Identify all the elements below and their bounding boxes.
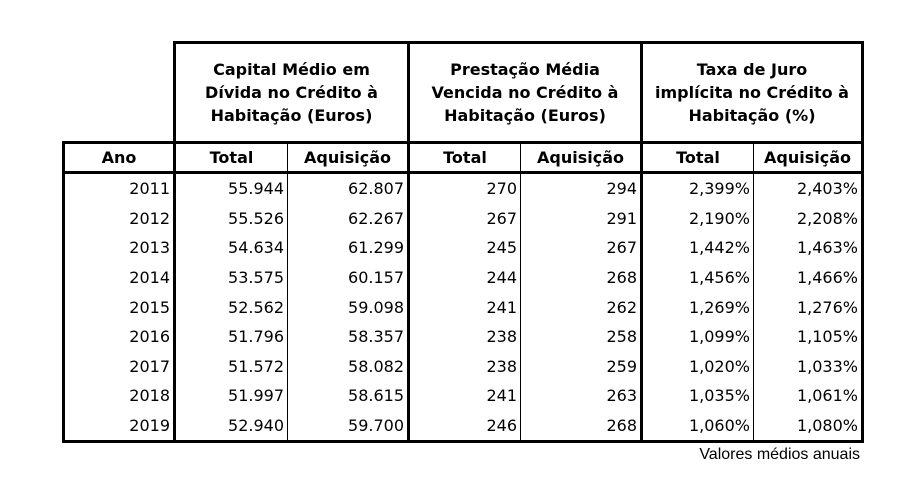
table-row — [64, 173, 863, 204]
value-cell: 2,399% — [642, 173, 754, 204]
value-cell: 60.157 — [288, 263, 409, 293]
value-cell: 267 — [409, 204, 521, 234]
value-cell: 52.940 — [175, 411, 288, 442]
value-cell: 270 — [409, 173, 521, 204]
sub-header-prestacao-total: Total — [409, 143, 521, 173]
table-row — [64, 411, 863, 442]
year-cell: 2014 — [64, 263, 175, 293]
sub-header-row — [64, 143, 863, 173]
value-cell: 61.299 — [288, 233, 409, 263]
group-header-capital — [175, 43, 409, 143]
value-cell: 1,456% — [642, 263, 754, 293]
year-cell: 2013 — [64, 233, 175, 263]
value-cell: 53.575 — [175, 263, 288, 293]
sub-header-capital-total: Total — [175, 143, 288, 173]
value-cell: 1,105% — [754, 322, 863, 352]
value-cell: 62.807 — [288, 173, 409, 204]
value-cell: 52.562 — [175, 292, 288, 322]
group-header-line: Prestação Média — [450, 60, 600, 79]
year-cell: 2015 — [64, 292, 175, 322]
group-header-line: Taxa de Juro — [696, 60, 808, 79]
value-cell: 1,060% — [642, 411, 754, 442]
value-cell: 246 — [409, 411, 521, 442]
value-cell: 51.997 — [175, 381, 288, 411]
table-row — [64, 292, 863, 322]
value-cell: 263 — [521, 381, 642, 411]
value-cell: 1,463% — [754, 233, 863, 263]
table-row — [64, 204, 863, 234]
table-row — [64, 381, 863, 411]
value-cell: 2,190% — [642, 204, 754, 234]
sub-header-taxa-total: Total — [642, 143, 754, 173]
value-cell: 1,035% — [642, 381, 754, 411]
table-row — [64, 263, 863, 293]
footnote: Valores médios anuais — [699, 446, 860, 463]
year-cell: 2016 — [64, 322, 175, 352]
value-cell: 51.796 — [175, 322, 288, 352]
group-header-line: Habitação (Euros) — [444, 106, 606, 125]
value-cell: 1,061% — [754, 381, 863, 411]
group-header-line: Dívida no Crédito à — [205, 83, 378, 102]
table-row — [64, 233, 863, 263]
value-cell: 262 — [521, 292, 642, 322]
value-cell: 58.357 — [288, 322, 409, 352]
value-cell: 294 — [521, 173, 642, 204]
value-cell: 58.082 — [288, 352, 409, 382]
value-cell: 1,020% — [642, 352, 754, 382]
value-cell: 268 — [521, 411, 642, 442]
table-row — [64, 352, 863, 382]
data-table — [62, 41, 864, 443]
value-cell: 238 — [409, 322, 521, 352]
value-cell: 245 — [409, 233, 521, 263]
value-cell: 241 — [409, 381, 521, 411]
value-cell: 241 — [409, 292, 521, 322]
year-cell: 2019 — [64, 411, 175, 442]
group-header-row — [64, 43, 863, 143]
value-cell: 58.615 — [288, 381, 409, 411]
value-cell: 2,208% — [754, 204, 863, 234]
group-header-line: Capital Médio em — [213, 60, 370, 79]
year-header: Ano — [64, 143, 175, 173]
value-cell: 268 — [521, 263, 642, 293]
value-cell: 62.267 — [288, 204, 409, 234]
value-cell: 1,466% — [754, 263, 863, 293]
value-cell: 1,269% — [642, 292, 754, 322]
value-cell: 1,276% — [754, 292, 863, 322]
value-cell: 244 — [409, 263, 521, 293]
group-header-prestacao — [409, 43, 642, 143]
year-cell: 2018 — [64, 381, 175, 411]
group-header-line: Vencida no Crédito à — [431, 83, 619, 102]
value-cell: 267 — [521, 233, 642, 263]
value-cell: 54.634 — [175, 233, 288, 263]
value-cell: 59.098 — [288, 292, 409, 322]
value-cell: 259 — [521, 352, 642, 382]
value-cell: 1,033% — [754, 352, 863, 382]
year-cell: 2017 — [64, 352, 175, 382]
table-body — [64, 173, 863, 442]
group-header-line: Habitação (%) — [688, 106, 816, 125]
value-cell: 1,442% — [642, 233, 754, 263]
sub-header-capital-aquisicao: Aquisição — [288, 143, 409, 173]
value-cell: 1,080% — [754, 411, 863, 442]
value-cell: 238 — [409, 352, 521, 382]
sub-header-prestacao-aquisicao: Aquisição — [521, 143, 642, 173]
value-cell: 59.700 — [288, 411, 409, 442]
group-header-line: Habitação (Euros) — [210, 106, 373, 125]
sub-header-taxa-aquisicao: Aquisição — [754, 143, 863, 173]
value-cell: 291 — [521, 204, 642, 234]
year-cell: 2011 — [64, 173, 175, 204]
value-cell: 1,099% — [642, 322, 754, 352]
group-header-taxa — [642, 43, 863, 143]
group-header-line: implícita no Crédito à — [655, 83, 849, 102]
value-cell: 258 — [521, 322, 642, 352]
value-cell: 2,403% — [754, 173, 863, 204]
corner-cell — [64, 43, 175, 143]
table-row — [64, 322, 863, 352]
value-cell: 51.572 — [175, 352, 288, 382]
year-cell: 2012 — [64, 204, 175, 234]
value-cell: 55.944 — [175, 173, 288, 204]
value-cell: 55.526 — [175, 204, 288, 234]
